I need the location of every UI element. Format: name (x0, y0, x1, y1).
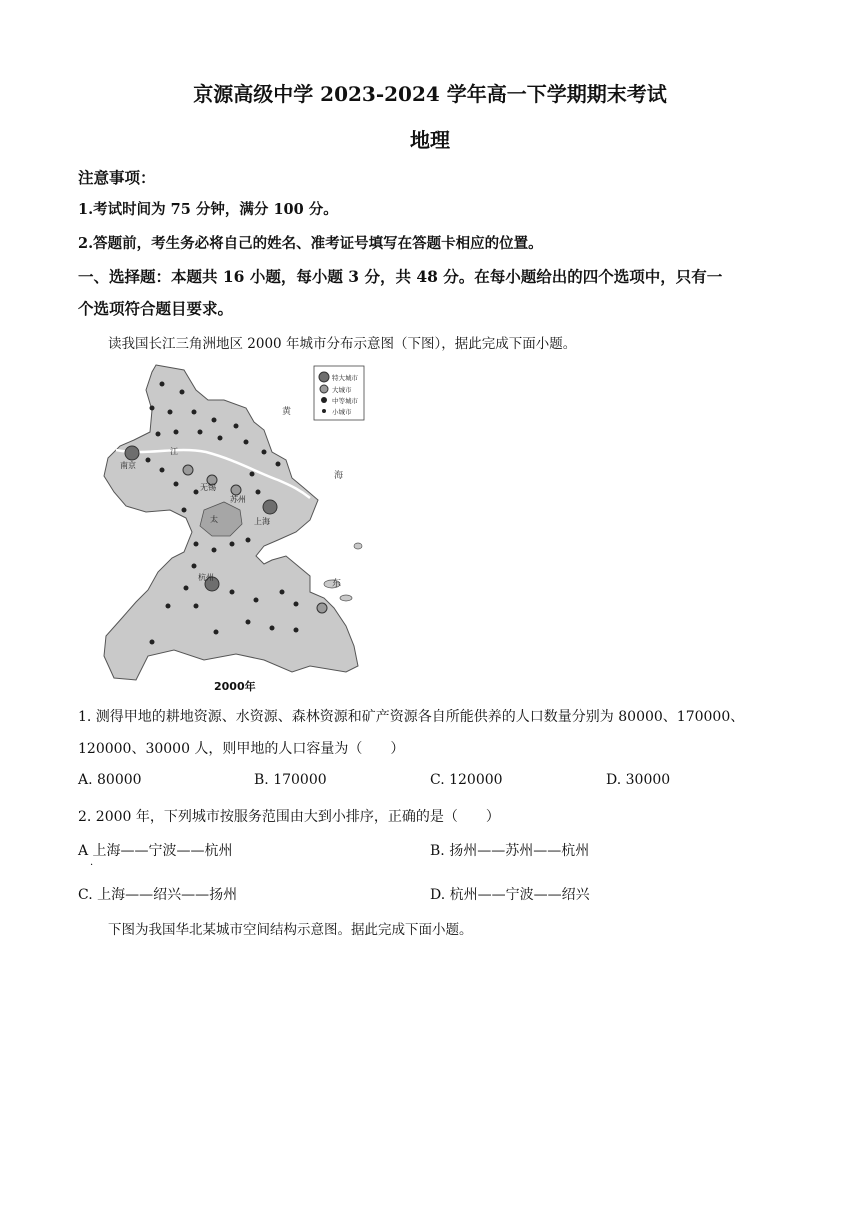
city-changzhou-marker (183, 465, 193, 475)
q1-option-b: B. 170000 (254, 772, 327, 788)
map-island-2 (340, 595, 352, 601)
q1-option-d: D. 30000 (606, 772, 671, 788)
legend-megacity: 特大城市 (332, 374, 358, 382)
map-legend (314, 366, 364, 420)
legend-largecity: 大城市 (332, 386, 352, 394)
q1-option-a: A. 80000 (78, 772, 142, 788)
map-label-hai: 海 (334, 471, 344, 481)
map-caption: 2000年 (214, 680, 256, 693)
q1-stem-line1: 1. 测得甲地的耕地资源、水资源、森林资源和矿产资源各自所能供养的人口数量分别为 80000、170000、 (78, 709, 745, 725)
map-label-shanghai: 上海 (254, 517, 270, 526)
map-label-dong: 东 (332, 579, 342, 589)
q2-option-b: B. 扬州——苏州——杭州 (430, 843, 590, 859)
city-suzhou-marker (231, 485, 241, 495)
map-intro: 读我国长江三角洲地区 2000 年城市分布示意图（下图），据此完成下面小题。 (108, 336, 577, 352)
q2-stem: 2. 2000 年，下列城市按服务范围由大到小排序，正确的是（ ） (78, 809, 500, 825)
city-shanghai-marker (263, 500, 277, 514)
legend-mediumcity: 中等城市 (332, 397, 358, 405)
exam-title: 京源高级中学 2023-2024 学年高一下学期期末考试 (193, 82, 667, 106)
map-label-suzhou: 苏州 (230, 495, 246, 504)
q1-option-c: C. 120000 (430, 772, 503, 788)
legend-smallcity: 小城市 (332, 408, 352, 416)
q1-stem-line2: 120000、30000 人，则甲地的人口容量为（ ） (78, 741, 405, 757)
yangtze-delta-map (96, 360, 366, 695)
q2-option-d: D. 杭州——宁波——绍兴 (430, 887, 590, 903)
q2-option-a: A 上海——宁波——杭州 (78, 843, 233, 859)
map-label-jiang: 江 (170, 447, 178, 456)
notice-item-1: 1.考试时间为 75 分钟，满分 100 分。 (78, 201, 338, 218)
section-heading-line1: 一、选择题：本题共 16 小题，每小题 3 分，共 48 分。在每小题给出的四个选项中，只有一 (78, 267, 723, 286)
map-label-nanjing: 南京 (120, 461, 136, 470)
map-label-tai: 太 (210, 515, 218, 524)
q2-option-c: C. 上海——绍兴——扬州 (78, 887, 238, 903)
map-svg (96, 360, 366, 695)
map-label-huang: 黄 (282, 407, 292, 417)
city-nanjing-marker (125, 446, 139, 460)
city-ningbo-marker (317, 603, 327, 613)
map-island-3 (354, 543, 362, 549)
notice-item-2: 2.答题前，考生务必将自己的姓名、准考证号填写在答题卡相应的位置。 (78, 235, 543, 252)
section-heading-line2: 个选项符合题目要求。 (78, 299, 234, 318)
map-label-wuxi: 无锡 (200, 483, 216, 492)
option-a-dot: · (90, 860, 94, 871)
figure2-intro: 下图为我国华北某城市空间结构示意图。据此完成下面小题。 (108, 922, 473, 938)
exam-subject: 地理 (410, 128, 450, 152)
notice-heading: 注意事项： (78, 168, 156, 187)
map-label-hangzhou: 杭州 (198, 573, 214, 582)
